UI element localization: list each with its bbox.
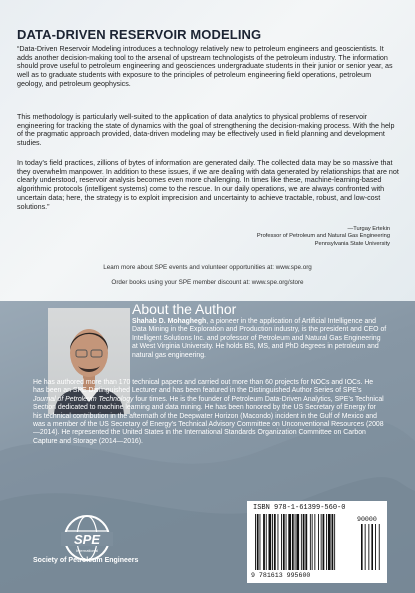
publisher-name: Society of Petroleum Engineers [33, 557, 139, 564]
author-bio-intro [132, 318, 387, 360]
ean-digits: 9 781613 995600 [251, 572, 311, 579]
spe-events-link[interactable]: Learn more about SPE events and volunteer opportunities at: www.spe.org [103, 264, 312, 271]
author-name: Shahab D. Mohaghegh [132, 318, 207, 325]
price-code: 90000 [357, 516, 377, 523]
review-paragraph-3: In today’s field practices, zillions of bytes of information are generated daily. The collected data may be so massive that they overwhelm manpower. In addition to these issues, if we are dealing with data generated by relationships that are not clearly understood, reservoir analysis becomes even more challenging. In times like these, machine-learning-based algorithmic protocols (intelligent systems) come to the rescue. In our daily operations, we are always confronted with uncertain data; here, the strategy is to exploit imprecision and uncertainty to achieve tractable, robust, and low-cost solutions.” [17, 159, 399, 211]
journal-title: Journal of Petroleum Technology [33, 395, 134, 403]
reviewer-name: —Turgay Ertekin [347, 226, 390, 232]
review-paragraph-2: This methodology is particularly well-suited to the application of data analytics to physical problems of reservoir engineering for tracking the state of dynamics with the goal of strengthening the decision-making process. With the help of the pragmatic approach provided, data-driven modeling may be effectively used in field planning and development studies. [17, 113, 395, 148]
logo-subtext: International [75, 548, 99, 553]
barcode-bars [253, 514, 381, 572]
about-author-heading: About the Author [132, 301, 237, 317]
reviewer-affiliation: Pennsylvania State University [314, 240, 390, 247]
author-bio-2a: He has authored more than 170 technical papers and carried out more than 60 projects for NOCs and IOCs. He has been an SPE Distinguished Lecturer and has been featured in the Distinguished Author Series of SPE’s [33, 379, 374, 395]
review-paragraph-1: “Data-Driven Reservoir Modeling introduces a technology relatively new to petroleum engineers and geoscientists. It adds another decision-making tool to the arsenal of upstream technologists of the petroleum industry. The information should prove useful to petroleum engineering and geosciences undergraduate students in their junior or senior year, as well as to graduate students with exposure to the principles of petroleum engineering field operations, petroleum geology, and petroleum geophysics. [17, 45, 393, 88]
spe-logo [33, 514, 153, 582]
isbn-number: ISBN 978-1-61399-560-0 [253, 504, 346, 512]
review-attribution [257, 226, 390, 248]
isbn-barcode [247, 501, 387, 583]
logo-text: SPE [73, 532, 101, 547]
author-bio-1: , a pioneer in the application of Artificial Intelligence and Data Mining in the Exploration and Production industry, is the president and CEO of Intelligent Solutions Inc. and professor of Petroleum and Natural Gas Engineering at West Virginia University. He holds BS, MS, and PhD degrees in petroleum and natural gas engineering. [132, 318, 387, 359]
spe-store-link[interactable]: Order books using your SPE member discount at: www.spe.org/store [111, 279, 304, 286]
author-bio-details [33, 379, 386, 446]
author-bio-2b: four times. He is the founder of Petroleum Data-Driven Analytics, SPE’s Technical Section dedicated to machine learning and data mining. He has been honored by the US Secretary of Energy for his technical contribution in the aftermath of the Deepwater Horizon (Macondo) incident in the Gulf of Mexico and was a member of the US Secretary of Energy’s Technical Advisory Committee on Unconventional Resources (2008—2014). He represented the United States in the International Standards Organization Committee on Carbon Capture and Storage (2014—2016). [33, 395, 384, 445]
reviewer-role: Professor of Petroleum and Natural Gas Engineering [256, 233, 390, 240]
about-author-section [0, 301, 415, 593]
book-title: DATA-DRIVEN RESERVOIR MODELING [17, 27, 262, 42]
